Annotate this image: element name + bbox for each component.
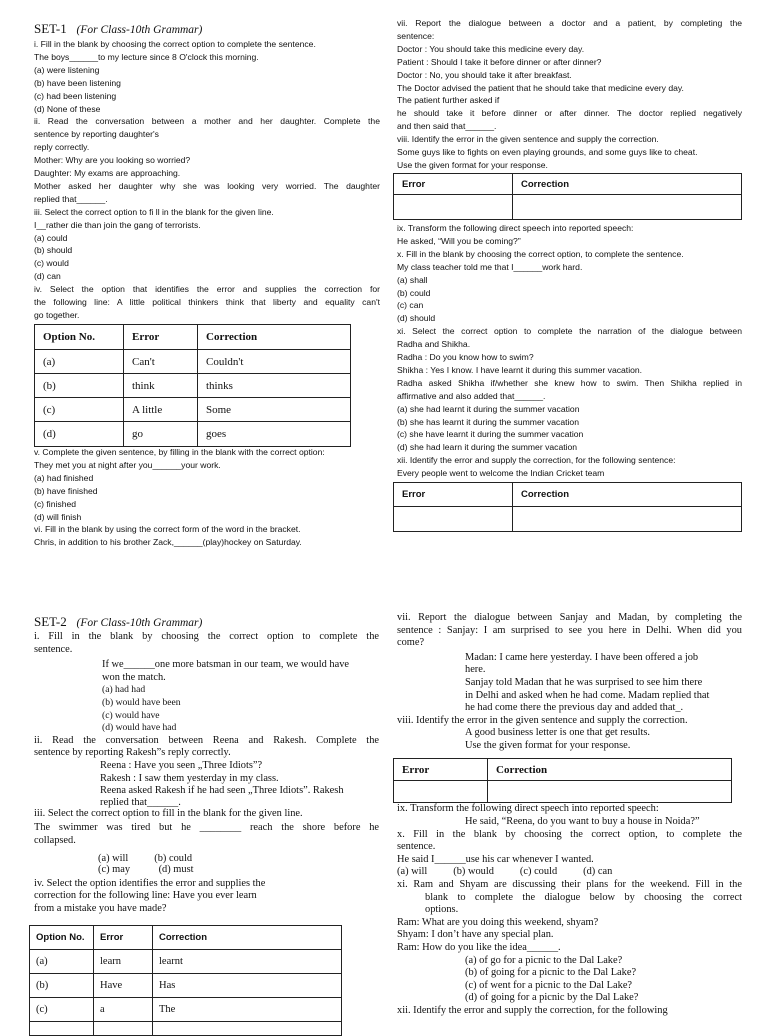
line: options.: [425, 904, 459, 916]
line: Mother asked her daughter why she was looking very worried. The daughter: [34, 180, 380, 191]
line: collapsed.: [34, 834, 76, 846]
line: replied that______.: [100, 797, 181, 808]
table-row: [35, 350, 351, 374]
answer-cell[interactable]: [513, 195, 742, 220]
table-cell: (a): [35, 350, 124, 374]
option: (a) she had learnt it during the summer vacation: [397, 403, 580, 414]
option: (a) shall: [397, 274, 428, 285]
option: (d) of going for a picnic by the Dal Lake?: [465, 992, 639, 1004]
option: (c) of went for a picnic to the Dal Lake?: [465, 979, 633, 991]
line: Doctor : You should take this medicine every day.: [397, 43, 585, 54]
line: The swimmer was tired but he ________ reach the shore before he: [34, 822, 379, 834]
set1-answer-box-1: [393, 173, 742, 220]
set1-error-table: [34, 324, 351, 447]
line: iii. Select the correct option to fill in the blank for the given line.: [34, 807, 303, 819]
table-cell: a: [94, 998, 153, 1022]
option: (a) of go for a picnic to the Dal Lake?: [465, 954, 623, 966]
table-row: [35, 398, 351, 422]
option: (c) would: [34, 258, 69, 269]
option: (a) were listening: [34, 64, 100, 75]
table-cell: (a): [30, 950, 94, 974]
line: he had come there the previous day and added that_.: [465, 702, 684, 714]
line: A good business letter is one that get results.: [465, 727, 650, 739]
set1-left-column: [34, 38, 380, 322]
line: here.: [465, 664, 486, 676]
table-cell: Has: [153, 974, 342, 998]
line: Some guys like to fights on even playing grounds, and some guys like to cheat.: [397, 147, 698, 158]
line: vii. Report the dialogue between a doctor and a patient, by completing the: [397, 18, 742, 28]
line: v. Complete the given sentence, by filling in the blank with the correct option:: [34, 447, 325, 457]
line: Use the given format for your response.: [397, 159, 548, 170]
option: (a) had had: [102, 684, 146, 696]
set1-right-column-lower: [397, 222, 742, 480]
line: Radha asked Shikha if/whether she knew how to swim. Then Shikha replied in: [397, 377, 742, 388]
table-cell: Have: [94, 974, 153, 998]
line: reply correctly.: [34, 142, 90, 153]
option: (b) should: [34, 245, 73, 256]
line: affirmative and also added that______.: [397, 390, 546, 401]
line: blank to complete the dialogue below by choosing the correct: [425, 891, 742, 903]
col-error: Error: [394, 174, 513, 195]
line: Radha : Do you know how to swim?: [397, 352, 534, 363]
line: iv. Select the option that identifies the error and supplies the correction for: [34, 284, 380, 295]
line: in Delhi and asked when he had come. Madam replied that: [465, 689, 710, 701]
line: Madan: I came here yesterday. I have been offered a job: [465, 651, 699, 663]
line: I__rather die than join the gang of terrorists.: [34, 219, 201, 230]
option: (c) had been listening: [34, 90, 117, 101]
line: sentence:: [397, 30, 435, 41]
table-row: [35, 422, 351, 447]
line: iii. Select the correct option to fi ll in the blank for the given line.: [34, 206, 274, 217]
option: (b) could: [397, 287, 431, 298]
table-cell: Couldn't: [198, 350, 351, 374]
line: go together.: [34, 309, 80, 320]
col-correction: Correction: [153, 926, 342, 950]
col-option: Option No.: [35, 325, 124, 350]
table-cell: Can't: [124, 350, 198, 374]
option: (d) will finish: [34, 511, 82, 522]
table-cell: go: [124, 422, 198, 447]
table-cell: goes: [198, 422, 351, 447]
line: If we______one more batsman in our team, we would have: [102, 659, 349, 671]
line: xii. Identify the error and supply the correction, for the following: [397, 1004, 668, 1016]
col-error: Error: [124, 325, 198, 350]
table-cell: think: [124, 374, 198, 398]
line: They met you at night after you______your work.: [34, 459, 221, 470]
set2-title: [34, 613, 202, 631]
table-cell: (d): [35, 422, 124, 447]
table-cell: learn: [94, 950, 153, 974]
line: sentence.: [397, 841, 436, 853]
line: xi. Ram and Shyam are discussing their plans for the weekend. Fill in the: [397, 878, 742, 890]
line: He asked, “Will you be coming?”: [397, 235, 521, 246]
set1-left-column-lower: [34, 446, 380, 549]
option: (d) should: [397, 313, 436, 324]
option: (c) finished: [34, 498, 77, 509]
line: Ram: How do you like the idea______.: [397, 941, 561, 953]
line: replied that______.: [34, 193, 108, 204]
table-cell: learnt: [153, 950, 342, 974]
line: xii. Identify the error and supply the correction, for the following sentence:: [397, 455, 676, 466]
set1-title: [34, 20, 202, 38]
line: sentence by reporting Rakesh”s reply correctly.: [34, 747, 231, 759]
col-option: Option No.: [30, 926, 94, 950]
option: (b) would have been: [102, 696, 181, 708]
line: He said, “Reena, do you want to buy a house in Noida?”: [465, 815, 700, 827]
line: sentence by reporting daughter's: [34, 129, 159, 140]
table-row: [30, 974, 342, 998]
set2-error-table: [29, 925, 342, 1036]
set2-left-column: [34, 631, 379, 915]
line: The patient further asked if: [397, 95, 500, 106]
option: (c) may (d) must: [98, 863, 194, 875]
answer-row: [394, 195, 742, 220]
col-error: Error: [394, 483, 513, 507]
table-cell: (c): [30, 998, 94, 1022]
table-cell: Some: [198, 398, 351, 422]
set1-label: SET-1: [34, 21, 67, 36]
line: Sanjay told Madan that he was surprised to see him there: [465, 676, 703, 688]
line: xi. Select the correct option to complete the narration of the dialogue between: [397, 326, 742, 337]
table-row: [30, 950, 342, 974]
line: Shikha : Yes I know. I have learnt it during this summer vacation.: [397, 364, 643, 375]
line: ix. Transform the following direct speech into reported speech:: [397, 803, 659, 814]
line: i. Fill in the blank by choosing the correct option to complete the sentence.: [34, 39, 316, 49]
table-cell: (b): [30, 974, 94, 998]
option: (c) would have: [102, 709, 160, 721]
answer-cell[interactable]: [488, 781, 732, 803]
line: the following line: A little political thinkers think that liberty and equality can't: [34, 297, 380, 308]
line: Every people went to welcome the Indian Cricket team: [397, 468, 605, 479]
line: sentence.: [34, 643, 73, 655]
line: Use the given format for your response.: [465, 739, 631, 751]
line: Radha and Shikha.: [397, 339, 471, 350]
line: Daughter: My exams are approaching.: [34, 168, 181, 179]
line: won the match.: [102, 671, 166, 683]
answer-cell[interactable]: [394, 781, 488, 803]
set2-right-column-lower: [397, 803, 742, 1018]
line: viii. Identify the error in the given sentence and supply the correction.: [397, 714, 688, 726]
line: ii. Read the conversation between a mother and her daughter. Complete the: [34, 116, 380, 127]
col-error: Error: [94, 926, 153, 950]
col-correction: Correction: [198, 325, 351, 350]
line: Rakesh : I saw them yesterday in my class.: [100, 772, 279, 784]
table-row: [30, 998, 342, 1022]
col-correction: Correction: [513, 174, 742, 195]
set2-label: SET-2: [34, 614, 67, 629]
set2-subtitle: (For Class-10th Grammar): [76, 617, 203, 629]
line: come?: [397, 637, 425, 649]
answer-row: [394, 507, 742, 532]
option: (b) of going for a picnic to the Dal Lake?: [465, 967, 637, 979]
col-correction: Correction: [488, 759, 732, 781]
line: Shyam: I don’t have any special plan.: [397, 929, 554, 941]
line: sentence : Sanjay: I am surprised to see you here in Delhi. When did you: [397, 624, 742, 636]
line: Chris, in addition to his brother Zack,______(play)hockey on Saturday.: [34, 537, 302, 548]
line: Reena : Have you seen „Three Idiots”?: [100, 759, 263, 771]
option: (a) will (b) could: [98, 852, 193, 864]
option: (d) None of these: [34, 103, 101, 114]
option: (b) have been listening: [34, 77, 121, 88]
line: vii. Report the dialogue between Sanjay and Madan, by completing the: [397, 612, 742, 623]
line: viii. Identify the error in the given sentence and supply the correction.: [397, 134, 659, 145]
answer-cell[interactable]: [394, 195, 513, 220]
table-cell: (c): [35, 398, 124, 422]
table-row: [35, 374, 351, 398]
line: x. Fill in the blank by choosing the correct option, to complete the: [397, 828, 742, 840]
line: vi. Fill in the blank by using the correct form of the word in the bracket.: [34, 524, 301, 535]
table-cell: A little: [124, 398, 198, 422]
set2-right-column: [397, 612, 742, 753]
line: correction for the following line: Have you ever learn: [34, 890, 257, 902]
line: ii. Read the conversation between Reena and Rakesh. Complete the: [34, 734, 379, 746]
line: i. Fill in the blank by choosing the correct option to complete the: [34, 631, 379, 642]
table-cell: (b): [35, 374, 124, 398]
set1-subtitle: (For Class-10th Grammar): [76, 24, 203, 36]
line: Ram: What are you doing this weekend, shyam?: [397, 916, 599, 928]
table-cell: The: [153, 998, 342, 1022]
option: (a) will (b) would (c) could (d) can: [397, 866, 613, 878]
line: from a mistake you have made?: [34, 902, 167, 914]
table-cell: thinks: [198, 374, 351, 398]
line: Reena asked Rakesh if he had seen „Three Idiots”. Rakesh: [100, 785, 344, 797]
line: He said I______use his car whenever I wanted.: [397, 853, 594, 865]
option: (c) can: [397, 300, 424, 311]
line: Patient : Should I take it before dinner or after dinner?: [397, 56, 602, 67]
set2-answer-box: [393, 758, 732, 803]
option: (a) could: [34, 232, 68, 243]
answer-row: [394, 781, 732, 803]
option: (d) would have had: [102, 722, 177, 734]
option: (b) she has learnt it during the summer vacation: [397, 416, 579, 427]
option: (b) have finished: [34, 485, 98, 496]
option: (d) can: [34, 271, 61, 282]
line: My class teacher told me that I______work hard.: [397, 261, 583, 272]
answer-cell[interactable]: [513, 507, 742, 532]
col-error: Error: [394, 759, 488, 781]
line: he should take it before dinner or after dinner. The doctor replied negatively: [397, 108, 742, 119]
line: Mother: Why are you looking so worried?: [34, 155, 191, 166]
set1-right-column: [397, 17, 742, 172]
line: and then said that______.: [397, 121, 497, 132]
col-correction: Correction: [513, 483, 742, 507]
option: (d) she had learn it during the summer vacation: [397, 442, 578, 453]
line: The Doctor advised the patient that he should take that medicine every day.: [397, 82, 684, 93]
line: Doctor : No, you should take it after breakfast.: [397, 69, 572, 80]
line: ix. Transform the following direct speech into reported speech:: [397, 223, 634, 233]
line: x. Fill in the blank by choosing the correct option, to complete the sentence.: [397, 248, 684, 259]
line: iv. Select the option identifies the error and supplies the: [34, 877, 266, 889]
line: The boys______to my lecture since 8 O'clock this morning.: [34, 51, 259, 62]
option: (a) had finished: [34, 472, 94, 483]
answer-cell[interactable]: [394, 507, 513, 532]
set1-answer-box-2: [393, 482, 742, 532]
option: (c) she have learnt it during the summer vacation: [397, 429, 584, 440]
